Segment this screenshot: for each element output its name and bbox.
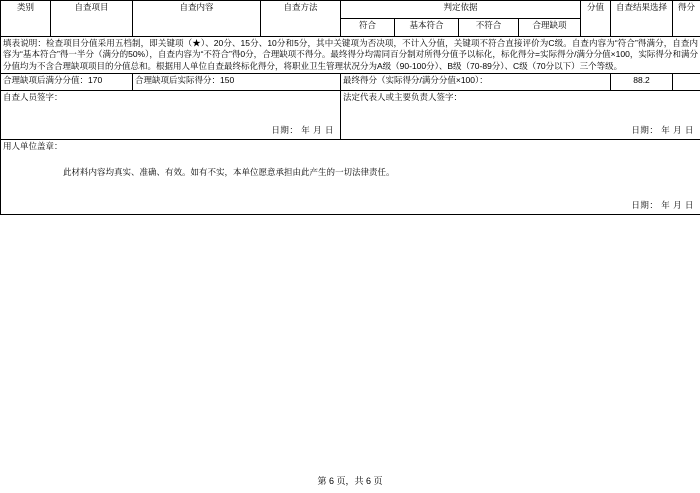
employer-stamp-label: 用人单位盖章： (3, 141, 63, 152)
representative-signature-cell (341, 91, 700, 140)
actual-score-text: 合理缺项后实际得分： (135, 75, 221, 86)
final-score-blank (673, 74, 700, 91)
col-header-content: 自查内容 (133, 1, 261, 37)
final-score-label (341, 74, 611, 91)
col-header-score: 得分 (673, 1, 700, 37)
actual-score-value: 150 (220, 75, 235, 86)
final-score-text: 最终得分（实际得分/满分分值×100）： (343, 75, 488, 86)
representative-signature-label: 法定代表人或主要负责人签字： (343, 92, 463, 103)
representative-date-line: 日期： 年 月 日 (631, 124, 695, 135)
col-header-not-conform: 不符合 (459, 19, 519, 37)
self-inspection-table (0, 0, 700, 215)
inspector-signature-cell (1, 91, 341, 140)
col-header-conform: 符合 (341, 19, 395, 37)
score-summary-row (1, 74, 700, 91)
table-note-row (1, 37, 700, 74)
form-instructions: 填表说明：检查项目分值采用五档制，即关键项（★）、20分、15分、10分和5分，其中关键项为否决项，不计入分值，关键项不符合直接评价为C级。自查内容为“符合”得满分，自查内容为“基本符合”得一半分（满分的50%），自查内容为“不符合”得0分，合理缺项不得分。最终得分均需同百分制对所得分值予以标化，标化得分=实际得分/满分分值×100，实际得分和满分分值均为不含合理缺项项目的分值总和。根据用人单位自查最终标化得分，将职业卫生管理状况分为A级（90-100分）、B级（70-89分）、C级（70分以下）三个等级。 (1, 37, 700, 74)
col-header-criteria: 判定依据 (341, 1, 581, 19)
stamp-row (1, 140, 700, 215)
final-score-value: 88.2 (611, 74, 673, 91)
full-score-value: 170 (88, 75, 103, 86)
col-header-not-applicable: 合理缺项 (519, 19, 581, 37)
inspector-signature-label: 自查人员签字： (3, 92, 63, 103)
page-footer: 第 6 页，共 6 页 (317, 476, 383, 486)
signature-row (1, 91, 700, 140)
col-header-result: 自查结果选择 (611, 1, 673, 37)
full-score-label (1, 74, 133, 91)
col-header-basically-conform: 基本符合 (395, 19, 459, 37)
col-header-item: 自查项目 (51, 1, 133, 37)
table-header-row-1 (1, 1, 700, 19)
col-header-method: 自查方法 (261, 1, 341, 37)
employer-declaration-text: 此材料内容均真实、准确、有效。如有不实，本单位愿意承担由此产生的一切法律责任。 (63, 166, 395, 177)
actual-score-label (133, 74, 341, 91)
employer-stamp-cell (1, 140, 700, 215)
full-score-text: 合理缺项后满分分值： (3, 75, 89, 86)
col-header-value: 分值 (581, 1, 611, 37)
employer-date-line: 日期： 年 月 日 (631, 199, 695, 210)
inspector-date-line: 日期： 年 月 日 (271, 124, 334, 135)
col-header-category: 类别 (1, 1, 51, 37)
